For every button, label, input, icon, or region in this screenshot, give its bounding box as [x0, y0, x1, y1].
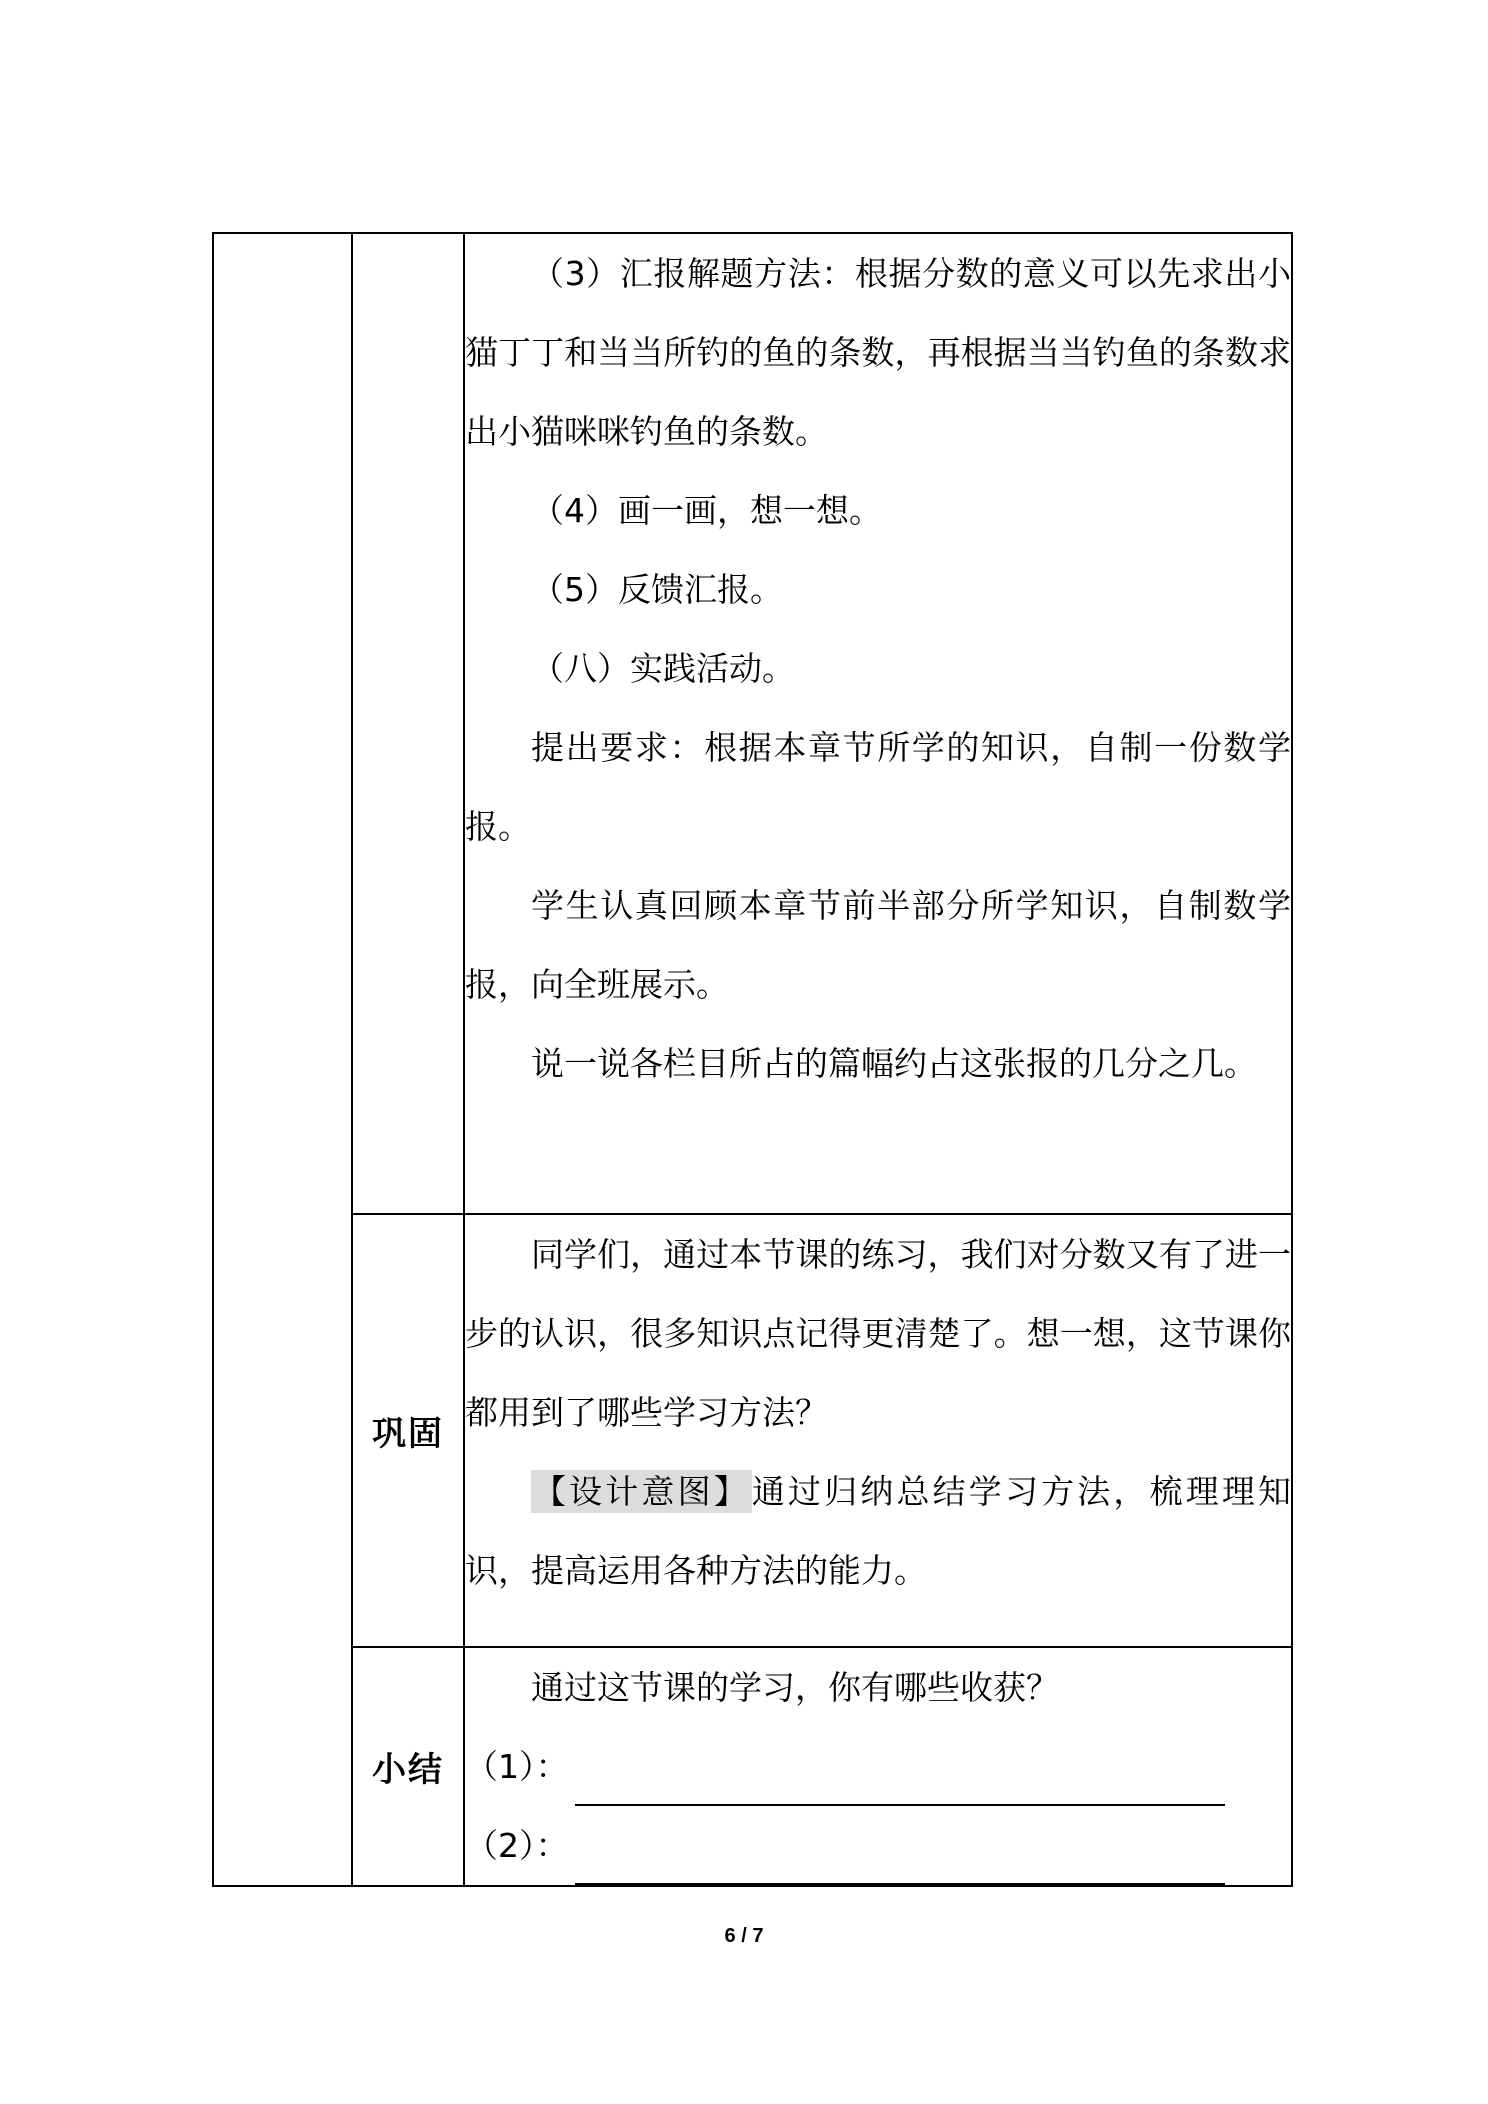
table-row — [213, 1647, 1292, 1886]
paragraph-requirement: 提出要求：根据本章节所学的知识，自制一份数学报。 — [465, 728, 1291, 846]
table-row — [213, 1214, 1292, 1647]
answer-label-2: （2）： — [465, 1826, 569, 1865]
paragraph-report-method: （3）汇报解题方法：根据分数的意义可以先求出小猫丁丁和当当所钓的鱼的条数，再根据当当钓鱼的条数求出小猫咪咪钓鱼的条数。 — [465, 254, 1291, 451]
answer-line-1 — [465, 1727, 1291, 1806]
paragraph-consolidate: 同学们，通过本节课的练习，我们对分数又有了进一步的认识，很多知识点记得更清楚了。想一想，这节课你都用到了哪些学习方法？ — [465, 1235, 1291, 1432]
paragraph-design-intent — [465, 1452, 1291, 1610]
page-number: 6 / 7 — [724, 1925, 764, 1947]
summary-question: 通过这节课的学习，你有哪些收获？ — [531, 1668, 1059, 1707]
table-row — [213, 233, 1292, 1214]
paragraph-practice-activity: （八）实践活动。 — [531, 649, 795, 688]
paragraph-student-review: 学生认真回顾本章节前半部分所学知识，自制数学报，向全班展示。 — [465, 886, 1291, 1004]
paragraph-feedback: （5）反馈汇报。 — [531, 570, 783, 609]
section-label-cell — [352, 233, 464, 1214]
lesson-plan-table — [212, 232, 1293, 1887]
activity-content-cell — [464, 233, 1292, 1214]
paragraph-discussion: 说一说各栏目所占的篇幅约占这张报的几分之几。 — [531, 1044, 1257, 1083]
answer-line-2 — [465, 1806, 1291, 1885]
answer-blank-1[interactable] — [575, 1760, 1225, 1806]
section-label-consolidate: 巩固 — [352, 1214, 464, 1647]
answer-label-1: （1）： — [465, 1747, 569, 1786]
design-intent-tag: 【设计意图】 — [533, 1472, 750, 1511]
answer-blank-2[interactable] — [575, 1839, 1225, 1885]
design-intent-text: 通过归纳总结学习方法，梳理理知识，提高运用各种方法的能力。 — [465, 1472, 1292, 1590]
consolidate-content-cell — [464, 1214, 1292, 1647]
section-label-summary: 小结 — [352, 1647, 464, 1886]
summary-content-cell — [464, 1647, 1292, 1886]
paragraph-draw-think: （4）画一画，想一想。 — [531, 491, 882, 530]
stage-column-cell — [213, 233, 352, 1886]
